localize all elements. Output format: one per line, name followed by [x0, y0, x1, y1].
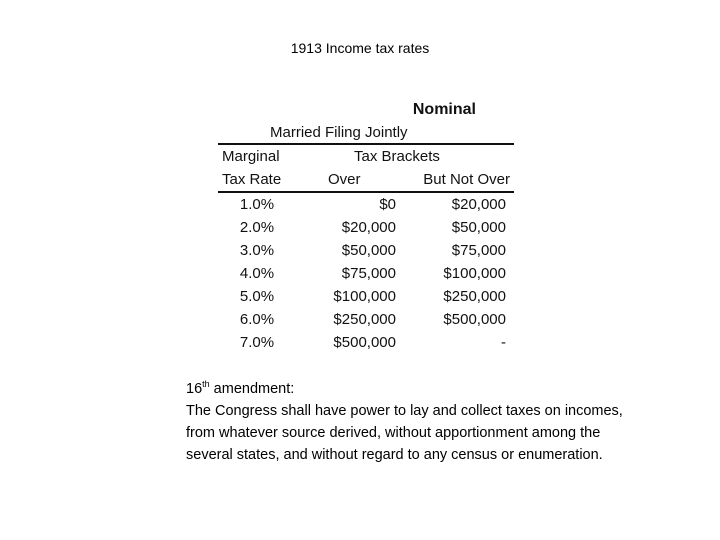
rate-cell: 2.0% — [239, 219, 275, 236]
rate-cell: 7.0% — [239, 334, 275, 351]
table-row — [218, 239, 514, 262]
amendment-heading — [186, 378, 626, 400]
not-over-cell: - — [501, 334, 506, 351]
table-row — [218, 262, 514, 285]
table-row — [218, 285, 514, 308]
rate-cell: 5.0% — [239, 288, 275, 305]
tax-rate-header: Tax Rate — [222, 171, 282, 188]
amendment-text-block — [186, 378, 626, 466]
table-row — [218, 216, 514, 239]
not-over-cell: $100,000 — [443, 265, 506, 282]
over-cell: $100,000 — [333, 288, 396, 305]
amendment-heading-label: amendment: — [209, 381, 295, 397]
amendment-number: 16 — [186, 381, 203, 397]
rate-cell: 6.0% — [239, 311, 275, 328]
nominal-header: Nominal — [412, 101, 476, 118]
rate-cell: 4.0% — [239, 265, 275, 282]
over-cell: $20,000 — [341, 219, 396, 236]
not-over-cell: $250,000 — [443, 288, 506, 305]
over-header: Over — [328, 171, 361, 188]
over-cell: $0 — [379, 196, 396, 213]
table-row — [218, 193, 514, 216]
marginal-header: Marginal — [222, 148, 280, 165]
over-cell: $50,000 — [341, 242, 396, 259]
header-row-1 — [218, 145, 514, 168]
over-cell: $500,000 — [333, 334, 396, 351]
over-cell: $250,000 — [333, 311, 396, 328]
header-row-2 — [218, 168, 514, 193]
table-row — [218, 308, 514, 331]
tax-rate-table — [218, 98, 514, 354]
not-over-cell: $500,000 — [443, 311, 506, 328]
rate-cell: 3.0% — [239, 242, 275, 259]
rate-cell: 1.0% — [239, 196, 275, 213]
over-cell: $75,000 — [341, 265, 396, 282]
table-row — [218, 331, 514, 354]
not-over-cell: $50,000 — [451, 219, 506, 236]
amendment-body: The Congress shall have power to lay and collect taxes on incomes, from whatever source derived, without apportionment among the several states, and without regard to any census or enumeration. — [186, 403, 623, 463]
filing-status-header: Married Filing Jointly — [218, 122, 514, 145]
amendment-ordinal-suffix: th — [202, 379, 210, 390]
not-over-cell: $75,000 — [451, 242, 506, 259]
tax-brackets-header: Tax Brackets — [354, 148, 440, 165]
slide-title: 1913 Income tax rates — [290, 40, 430, 56]
but-not-over-header: But Not Over — [423, 171, 510, 188]
not-over-cell: $20,000 — [451, 196, 506, 213]
